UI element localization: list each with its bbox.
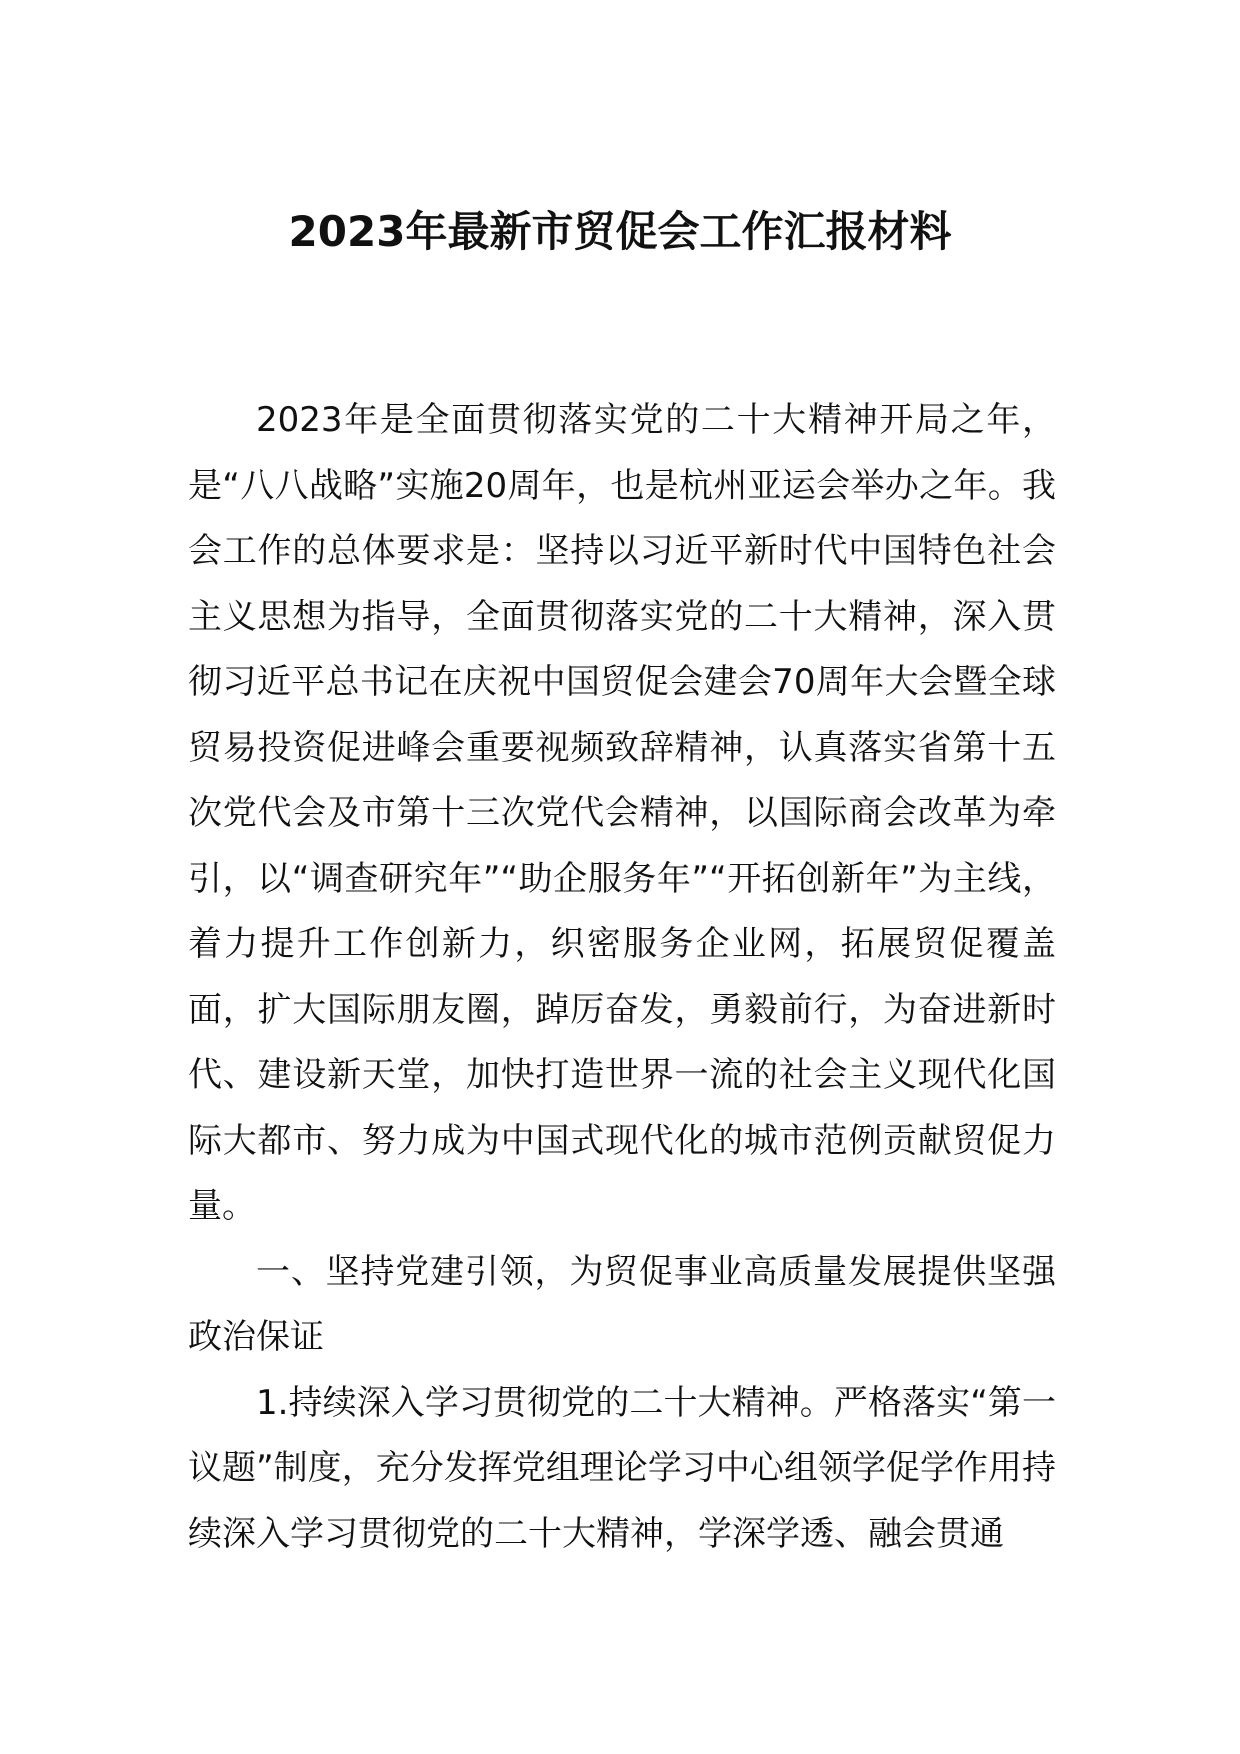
document-body	[188, 388, 1056, 1567]
intro-paragraph: 2023年是全面贯彻落实党的二十大精神开局之年，是“八八战略”实施20周年，也是杭州亚运会举办之年。我会工作的总体要求是：坚持以习近平新时代中国特色社会主义思想为指导，全面贯彻落实党的二十大精神，深入贯彻习近平总书记在庆祝中国贸促会建会70周年大会暨全球贸易投资促进峰会重要视频致辞精神，认真落实省第十五次党代会及市第十三次党代会精神，以国际商会改革为牵引，以“调查研究年”“助企服务年”“开拓创新年”为主线，着力提升工作创新力，织密服务企业网，拓展贸促覆盖面，扩大国际朋友圈，踔厉奋发，勇毅前行，为奋进新时代、建设新天堂，加快打造世界一流的社会主义现代化国际大都市、努力成为中国式现代化的城市范例贡献贸促力量。	[188, 400, 1056, 1226]
subsection-paragraph-1: 1.持续深入学习贯彻党的二十大精神。严格落实“第一议题”制度，充分发挥党组理论学习中心组领学促学作用持续深入学习贯彻党的二十大精神，学深学透、融会贯通	[188, 1382, 1056, 1554]
document-title: 2023年最新市贸促会工作汇报材料	[288, 207, 952, 256]
section-heading-1: 一、坚持党建引领，为贸促事业高质量发展提供坚强政治保证	[188, 1251, 1056, 1357]
